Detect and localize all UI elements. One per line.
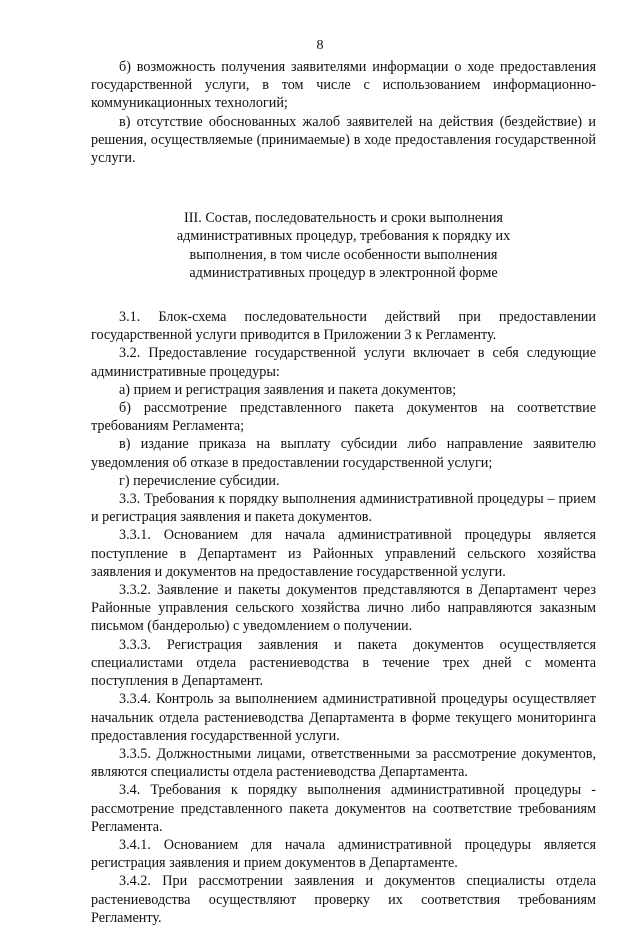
list-item: б) рассмотрение представленного пакета документов на соответствие требованиям Регламента; [91,400,596,435]
section-heading [91,209,596,282]
paragraph: 3.3. Требования к порядку выполнения административной процедуры – прием и регистрация заявления и пакета документов. [91,491,596,526]
paragraph: в) отсутствие обоснованных жалоб заявителей на действия (бездействие) и решения, осуществляемые (принимаемые) в ходе предоставления государственной услуги. [91,113,596,167]
paragraph: б) возможность получения заявителями информации о ходе предоставления государственной услуги, в том числе с использованием информационно-коммуникационных технологий; [91,59,596,112]
list-item: г) перечисление субсидии. [119,472,280,489]
heading-line: административных процедур, требования к порядку их [176,228,511,245]
paragraph: 3.4.1. Основанием для начала административной процедуры является регистрация заявления и прием документов в Департаменте. [91,836,596,872]
page-number: 8 [316,38,324,53]
paragraph: 3.4.2. При рассмотрении заявления и документов специалисты отдела растениеводства осуществляют проверку их соответствия требованиям Регламенту. [91,873,596,926]
list-item: а) прием и регистрация заявления и пакета документов; [119,381,457,398]
paragraph: 3.1. Блок-схема последовательности действий при предоставлении государственной услуги приводится в Приложении 3 к Регламенту. [91,309,596,344]
document-body [91,58,596,927]
paragraph: 3.3.2. Заявление и пакеты документов представляются в Департамент через Районные управления сельского хозяйства лично либо направляются заказным письмом (бандеролью) с уведомлением о получении. [91,582,596,635]
paragraph: 3.3.3. Регистрация заявления и пакета документов осуществляется специалистами отдела растениеводства в течение трех дней с момента поступления в Департамент. [91,636,596,690]
paragraph: 3.3.1. Основанием для начала административной процедуры является поступление в Департамент из Районных управлений сельского хозяйства заявления и документов на предоставление государственной услуги. [91,527,596,580]
paragraph: 3.3.4. Контроль за выполнением административной процедуры осуществляет начальник отдела растениеводства Департамента в форме текущего мониторинга предоставления государственной услуги. [91,691,596,744]
paragraph: 3.3.5. Должностными лицами, ответственными за рассмотрение документов, являются специалисты отдела растениеводства Департамента. [91,745,596,781]
heading-line: III. Состав, последовательность и сроки выполнения [184,210,503,227]
paragraph: 3.2. Предоставление государственной услуги включает в себя следующие административные процедуры: [91,345,596,380]
heading-line: выполнения, в том числе особенности выполнения [189,246,498,263]
paragraph: 3.4. Требования к порядку выполнения административной процедуры - рассмотрение представленного пакета документов на соответствие требованиям Регламента. [91,782,596,835]
heading-line: административных процедур в электронной форме [189,264,498,281]
list-item: в) издание приказа на выплату субсидии либо направление заявителю уведомления об отказе в предоставлении государственной услуги; [91,436,596,471]
